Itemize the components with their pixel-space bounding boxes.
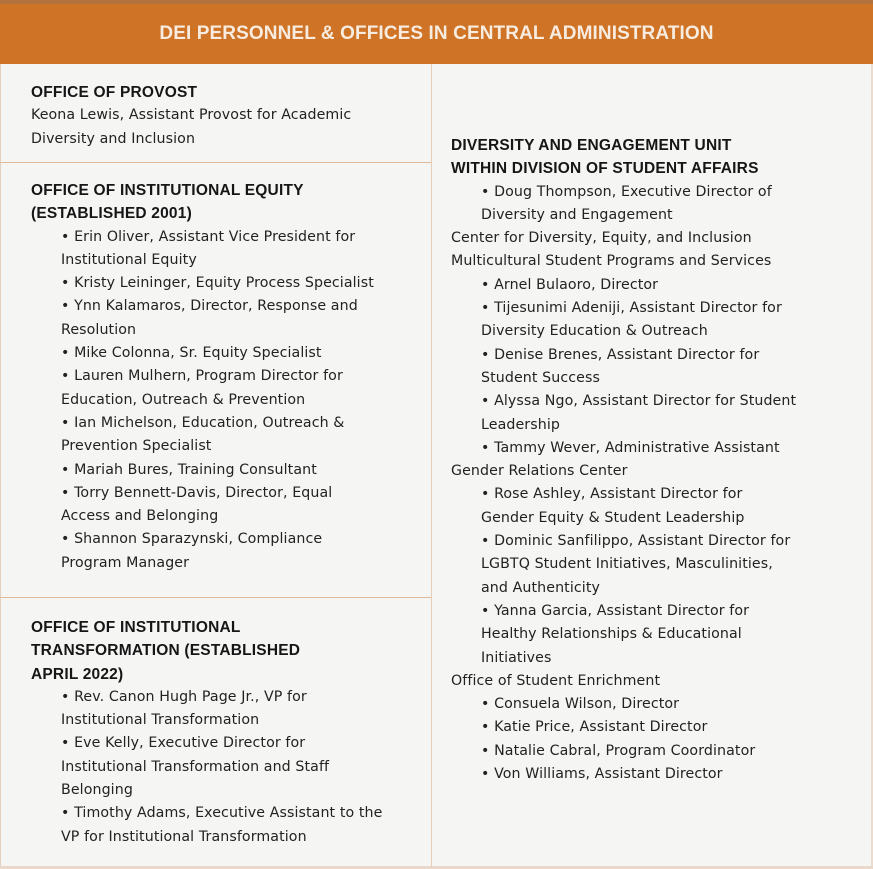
unit-name: Multicultural Student Programs and Services [451,253,772,270]
unit-block [451,250,861,460]
person-item [31,365,426,412]
person-item [451,181,861,228]
person-line: • Lauren Mulhern, Program Director for [61,368,343,385]
person-line-continued: Education, Outreach & Prevention [61,391,306,408]
person-line-continued: Belonging [61,782,133,799]
person-line: • Rose Ashley, Assistant Director for [481,486,743,503]
people-list [451,181,861,228]
person-item [31,459,426,482]
person-item [451,693,861,716]
people-list [31,226,426,575]
person-line: • Timothy Adams, Executive Assistant to the [61,805,383,822]
section-title-line: APRIL 2022) [31,665,124,683]
person-line-continued: Institutional Equity [61,251,197,268]
person-line: • Eve Kelly, Executive Director for [61,735,306,752]
person-line: • Arnel Bulaoro, Director [481,276,659,293]
person-item [451,274,861,297]
section-divider-provost-equity [0,162,431,163]
person-line-continued: Healthy Relationships & Educational [481,626,742,643]
section-title-line: TRANSFORMATION (ESTABLISHED [31,642,301,660]
person-line-continued: Diversity Education & Outreach [481,323,708,340]
person-item [451,740,861,763]
person-item [31,295,426,342]
person-line: • Katie Price, Assistant Director [481,719,708,736]
person-line-continued: Leadership [481,416,560,433]
section-title-line: OFFICE OF INSTITUTIONAL [31,619,241,636]
person-line: • Mariah Bures, Training Consultant [61,461,317,478]
units-list [451,227,861,786]
person-line: Diversity and Inclusion [31,130,196,147]
person-item [31,802,426,849]
unit-name: Gender Relations Center [451,463,628,480]
person-line-continued: Diversity and Engagement [481,206,673,223]
person-item [451,297,861,344]
section-title: OFFICE OF PROVOST [31,84,198,101]
person-line-continued: LGBTQ Student Initiatives, Masculinities, [481,556,773,573]
person-line: • Doug Thompson, Executive Director of [481,183,772,200]
unit-block [451,670,861,786]
person-item [31,412,426,459]
people-list [451,483,861,669]
person-item [31,272,426,295]
person-line-continued: Gender Equity & Student Leadership [481,509,745,526]
person-line: • Von Williams, Assistant Director [481,766,723,783]
person-item [451,437,861,460]
person-item [451,344,861,391]
person-line: • Kristy Leininger, Equity Process Specialist [61,275,374,292]
person-item [31,732,426,802]
person-line: • Ynn Kalamaros, Director, Response and [61,298,358,315]
person-line-continued: VP for Institutional Transformation [61,828,307,845]
header-banner [0,4,873,64]
person-line-continued: Institutional Transformation and Staff [61,758,330,775]
person-line: Keona Lewis, Assistant Provost for Academic [31,107,352,124]
person-line-continued: Resolution [61,321,137,338]
person-item [451,390,861,437]
person-item [451,600,861,670]
person-item [451,763,861,786]
people-list [451,274,861,460]
person-item [451,530,861,600]
person-line-continued: Initiatives [481,649,552,666]
section-title-line: OFFICE OF INSTITUTIONAL EQUITY [31,182,304,199]
person-line: • Natalie Cabral, Program Coordinator [481,742,756,759]
section-title-line: DIVERSITY AND ENGAGEMENT UNIT [451,137,732,154]
person-item [31,482,426,529]
person-line-continued: Program Manager [61,554,190,571]
person-line-continued: Prevention Specialist [61,438,212,455]
unit-block [451,460,861,670]
section-office-of-institutional-transformation [31,616,426,849]
section-title-line: (ESTABLISHED 2001) [31,205,192,223]
column-divider [431,64,432,867]
person-line: • Alyssa Ngo, Assistant Director for Student [481,393,797,410]
person-line: • Ian Michelson, Education, Outreach & [61,414,345,431]
person-line: • Consuela Wilson, Director [481,696,680,713]
person-line-continued: and Authenticity [481,579,600,596]
person-line: • Mike Colonna, Sr. Equity Specialist [61,345,322,362]
person-line-continued: Access and Belonging [61,508,219,525]
unit-name: Center for Diversity, Equity, and Inclusion [451,230,752,247]
person-line: • Denise Brenes, Assistant Director for [481,346,760,363]
section-title-line: WITHIN DIVISION OF STUDENT AFFAIRS [451,160,759,178]
section-office-of-institutional-equity [31,179,426,575]
person-item [31,528,426,575]
section-divider-equity-transformation [0,597,431,598]
person-item [31,686,426,733]
people-list [31,686,426,849]
person-line: • Torry Bennett-Davis, Director, Equal [61,484,333,501]
person-line: • Tijesunimi Adeniji, Assistant Director for [481,300,782,317]
person-item [451,716,861,739]
page-title: DEI PERSONNEL & OFFICES IN CENTRAL ADMINISTRATION [159,23,714,44]
person-line: • Dominic Sanfilippo, Assistant Director for [481,533,791,550]
person-line: • Tammy Wever, Administrative Assistant [481,439,780,456]
panel-left-border [0,64,1,869]
person-line-continued: Student Success [481,369,600,386]
unit-name: Office of Student Enrichment [451,672,661,689]
people-list [451,693,861,786]
person-line: • Yanna Garcia, Assistant Director for [481,602,750,619]
person-line: • Rev. Canon Hugh Page Jr., VP for [61,688,307,705]
unit-block [451,227,861,250]
person-item [31,226,426,273]
person-item [451,483,861,530]
section-office-of-provost [31,81,426,151]
person-item [31,342,426,365]
section-student-affairs-diversity-unit [451,134,861,786]
person-line: • Shannon Sparazynski, Compliance [61,531,323,548]
person-line: • Erin Oliver, Assistant Vice President for [61,228,356,245]
person-line-continued: Institutional Transformation [61,712,260,729]
